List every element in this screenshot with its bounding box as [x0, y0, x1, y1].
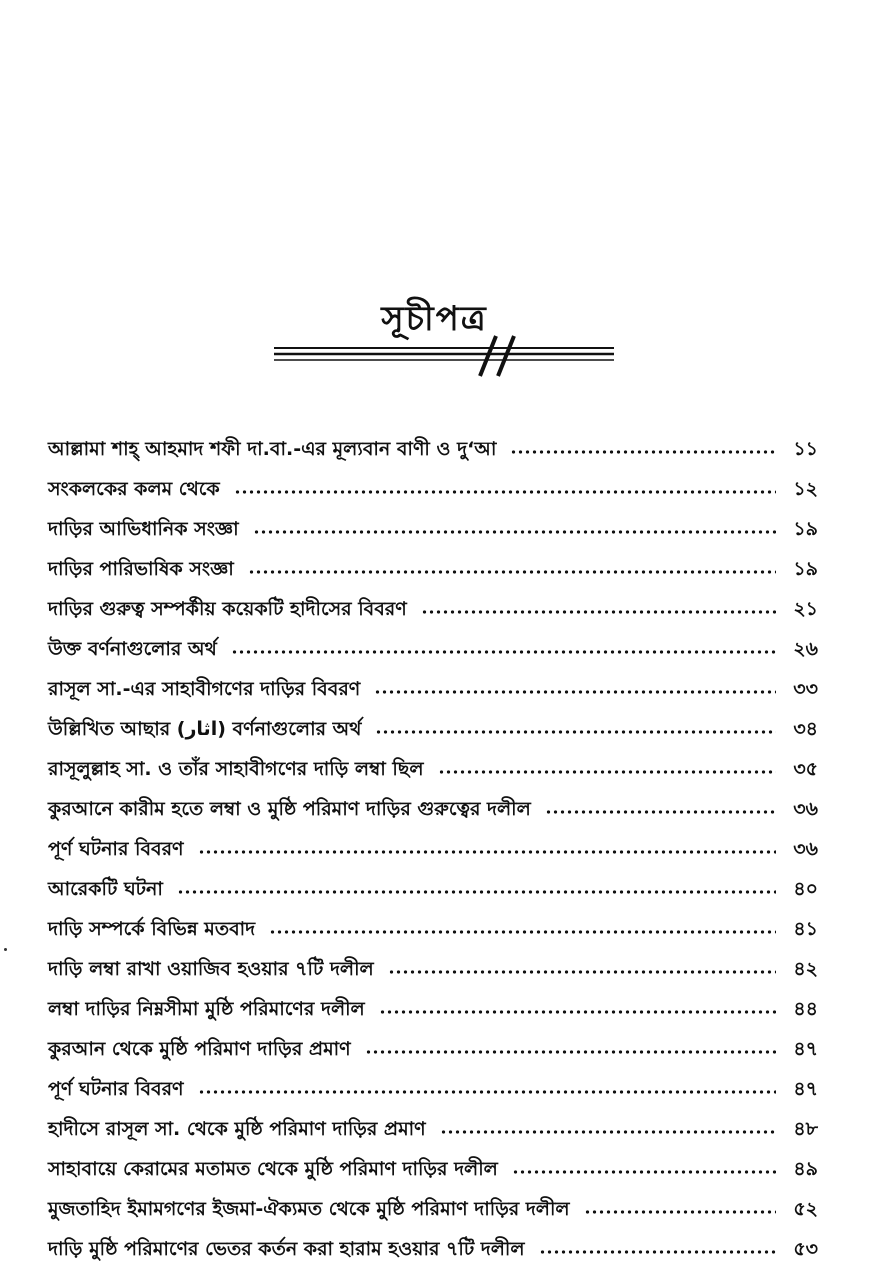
toc-entry-title: দাড়ি লম্বা রাখা ওয়াজিব হওয়ার ৭টি দলীল — [48, 958, 374, 980]
toc-entry-title: দাড়ির পারিভাষিক সংজ্ঞা — [48, 558, 234, 580]
toc-entry-page-number: ৪২ — [793, 958, 818, 980]
dot-leader — [253, 528, 776, 536]
toc-entry-page-number: ৪১ — [793, 918, 818, 940]
dot-leader — [512, 1168, 776, 1176]
toc-entry — [48, 422, 818, 462]
toc-entry-page-number: ১২ — [793, 478, 818, 500]
toc-entry — [48, 782, 818, 822]
toc-entry — [48, 502, 818, 542]
page-title: সূচীপত্র — [381, 299, 488, 339]
dot-leader — [231, 648, 776, 656]
dot-leader — [440, 1128, 776, 1136]
toc-entry-page-number: ৩৩ — [793, 678, 818, 700]
toc-entry-title: উক্ত বর্ণনাগুলোর অর্থ — [48, 638, 217, 660]
toc-entry-page-number: ৩৬ — [793, 798, 818, 820]
toc-entry — [48, 542, 818, 582]
toc-entry — [48, 662, 818, 702]
dot-leader — [198, 1088, 776, 1096]
toc-entry-page-number: ২১ — [793, 598, 818, 620]
dot-leader — [545, 808, 776, 816]
toc-entry — [48, 582, 818, 622]
toc-entry — [48, 862, 818, 902]
toc-entry-title: পূর্ণ ঘটনার বিবরণ — [48, 1078, 184, 1100]
dot-leader — [510, 448, 776, 456]
toc-entry — [48, 1222, 818, 1262]
toc-entry-page-number: ৪৭ — [793, 1078, 818, 1100]
toc-entry — [48, 1102, 818, 1142]
toc-entry-page-number: ৪৯ — [793, 1158, 818, 1180]
dot-leader — [269, 928, 776, 936]
dot-leader — [438, 768, 776, 776]
toc-entry-page-number: ৩৫ — [793, 758, 818, 780]
toc-entry-title: কুরআন থেকে মুষ্ঠি পরিমাণ দাড়ির প্রমাণ — [48, 1038, 351, 1060]
toc-entry-title: কুরআনে কারীম হতে লম্বা ও মুষ্ঠি পরিমাণ দাড়ির গুরুত্বের দলীল — [48, 798, 531, 820]
toc-entry-title: দাড়ির আভিধানিক সংজ্ঞা — [48, 518, 239, 540]
toc-entry-page-number: ৪৪ — [793, 998, 818, 1020]
toc-entry-title: আরেকটি ঘটনা — [48, 878, 163, 900]
toc-entry-page-number: ৫৩ — [793, 1238, 818, 1260]
toc-entry-title: হাদীসে রাসূল সা. থেকে মুষ্ঠি পরিমাণ দাড়ির প্রমাণ — [48, 1118, 426, 1140]
dot-leader — [198, 848, 776, 856]
toc-entry — [48, 622, 818, 662]
toc-entry — [48, 1022, 818, 1062]
dot-leader — [234, 488, 776, 496]
toc-entry-title: পূর্ণ ঘটনার বিবরণ — [48, 838, 184, 860]
toc-entry-title: মুজতাহিদ ইমামগণের ইজমা-ঐক্যমত থেকে মুষ্ঠি পরিমাণ দাড়ির দলীল — [48, 1198, 570, 1220]
toc-entry — [48, 1182, 818, 1222]
toc-entry-page-number: ৫২ — [793, 1198, 818, 1220]
print-speck — [4, 948, 7, 951]
toc-entry-title: দাড়ি সম্পর্কে বিভিন্ন মতবাদ — [48, 918, 256, 940]
toc-entry-page-number: ৪০ — [793, 878, 818, 900]
toc-entry-title: লম্বা দাড়ির নিম্নসীমা মুষ্ঠি পরিমাণের দলীল — [48, 998, 365, 1020]
dot-leader — [388, 968, 776, 976]
toc-entry-page-number: ৪৮ — [793, 1118, 818, 1140]
toc-entry-title: দাড়ির গুরুত্ব সম্পর্কীয় কয়েকটি হাদীসের বিবরণ — [48, 598, 407, 620]
dot-leader — [177, 888, 776, 896]
toc-entry-page-number: ১৯ — [793, 518, 818, 540]
toc-entry — [48, 702, 818, 742]
toc-entry-title: রাসূলুল্লাহ সা. ও তাঁর সাহাবীগণের দাড়ি লম্বা ছিল — [48, 758, 424, 780]
toc-entry — [48, 462, 818, 502]
dot-leader — [539, 1248, 776, 1256]
toc-entry-page-number: ১৯ — [793, 558, 818, 580]
toc-entry-page-number: ২৬ — [793, 638, 818, 660]
toc-entry-title: উল্লিখিত আছার (اثار) বর্ণনাগুলোর অর্থ — [48, 718, 362, 740]
dot-leader — [584, 1208, 776, 1216]
toc-entry — [48, 1062, 818, 1102]
toc-entry — [48, 982, 818, 1022]
dot-leader — [421, 608, 776, 616]
toc-entry-title: আল্লামা শাহ্ আহমাদ শফী দা.বা.-এর মূল্যবান বাণী ও দু‘আ — [48, 438, 497, 460]
toc-entry-title: দাড়ি মুষ্ঠি পরিমাণের ভেতর কর্তন করা হারাম হওয়ার ৭টি দলীল — [48, 1238, 525, 1260]
dot-leader — [379, 1008, 776, 1016]
table-of-contents — [48, 422, 818, 1262]
toc-entry-page-number: ৩৪ — [793, 718, 818, 740]
toc-entry — [48, 902, 818, 942]
toc-entry — [48, 1142, 818, 1182]
title-ornament — [268, 334, 620, 382]
toc-entry — [48, 742, 818, 782]
toc-entry-page-number: ১১ — [793, 438, 818, 460]
toc-entry-title: রাসূল সা.-এর সাহাবীগণের দাড়ির বিবরণ — [48, 678, 361, 700]
dot-leader — [375, 728, 776, 736]
toc-entry-title: সাহাবায়ে কেরামের মতামত থেকে মুষ্ঠি পরিমাণ দাড়ির দলীল — [48, 1158, 498, 1180]
toc-entry-page-number: ৩৬ — [793, 838, 818, 860]
toc-entry-title: সংকলকের কলম থেকে — [48, 478, 220, 500]
toc-entry — [48, 822, 818, 862]
toc-entry — [48, 942, 818, 982]
dot-leader — [374, 688, 776, 696]
dot-leader — [365, 1048, 776, 1056]
dot-leader — [248, 568, 776, 576]
toc-entry-page-number: ৪৭ — [793, 1038, 818, 1060]
